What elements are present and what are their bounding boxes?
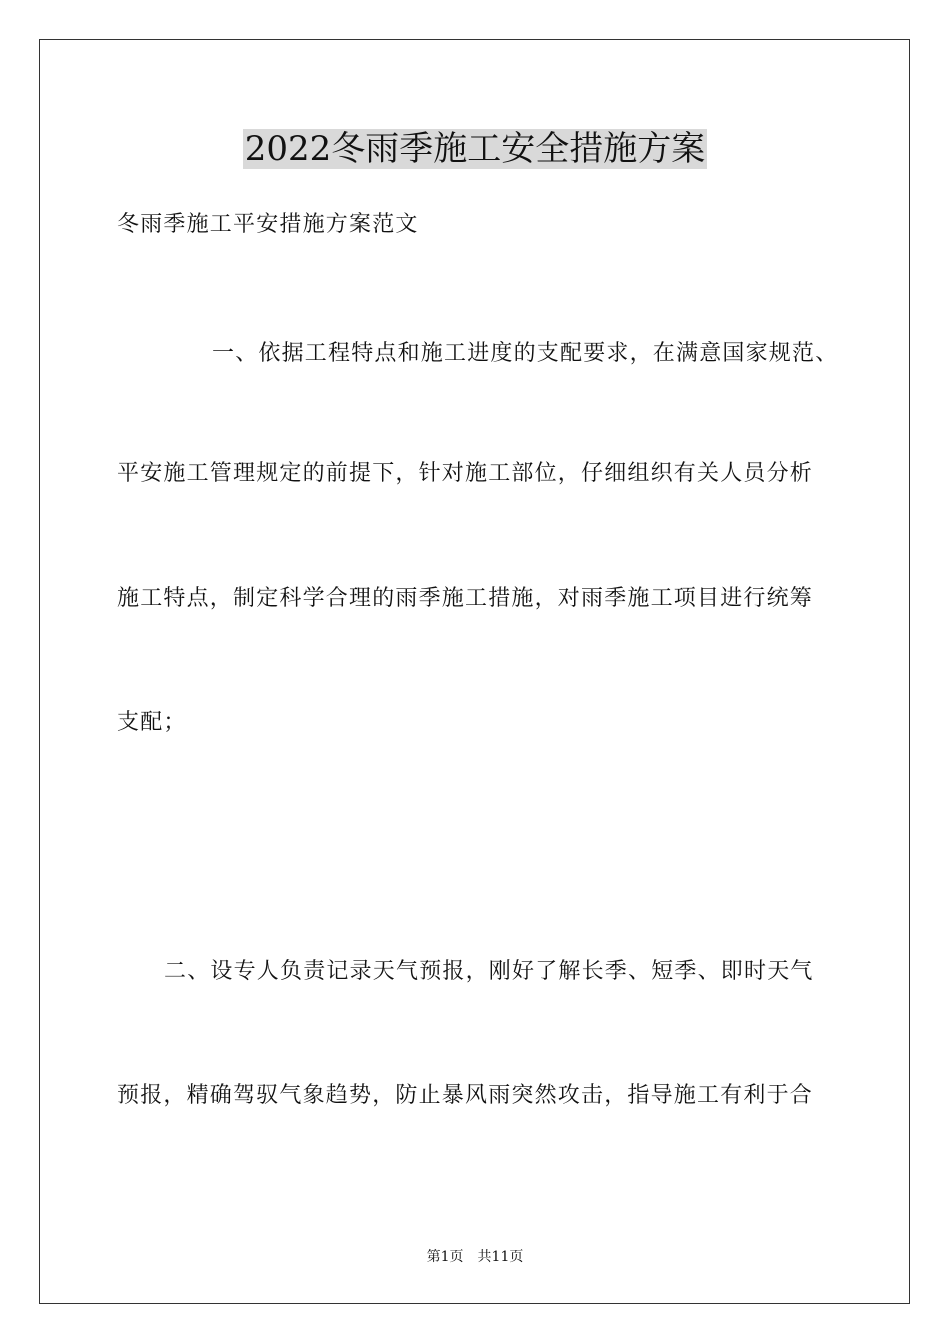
document-title-text: 2022冬雨季施工安全措施方案 bbox=[244, 129, 706, 169]
document-subtitle: 冬雨季施工平安措施方案范文 bbox=[117, 212, 419, 237]
page-number: 第1页 bbox=[426, 1249, 464, 1265]
paragraph-2-line-2: 预报，精确驾驭气象趋势，防止暴风雨突然攻击，指导施工有利于合 bbox=[117, 1083, 814, 1108]
paragraph-1-line-3: 施工特点，制定科学合理的雨季施工措施，对雨季施工项目进行统筹 bbox=[117, 586, 814, 611]
document-title bbox=[0, 126, 950, 172]
paragraph-1-line-4: 支配； bbox=[117, 710, 187, 735]
paragraph-2-line-1: 二、设专人负责记录天气预报，刚好了解长季、短季、即时天气 bbox=[164, 959, 814, 984]
paragraph-1-line-1: 一、依据工程特点和施工进度的支配要求，在满意国家规范、 bbox=[212, 341, 839, 366]
paragraph-1-line-2: 平安施工管理规定的前提下，针对施工部位，仔细组织有关人员分析 bbox=[117, 461, 814, 486]
page-footer bbox=[0, 1247, 950, 1267]
page-total: 共11页 bbox=[477, 1249, 524, 1265]
